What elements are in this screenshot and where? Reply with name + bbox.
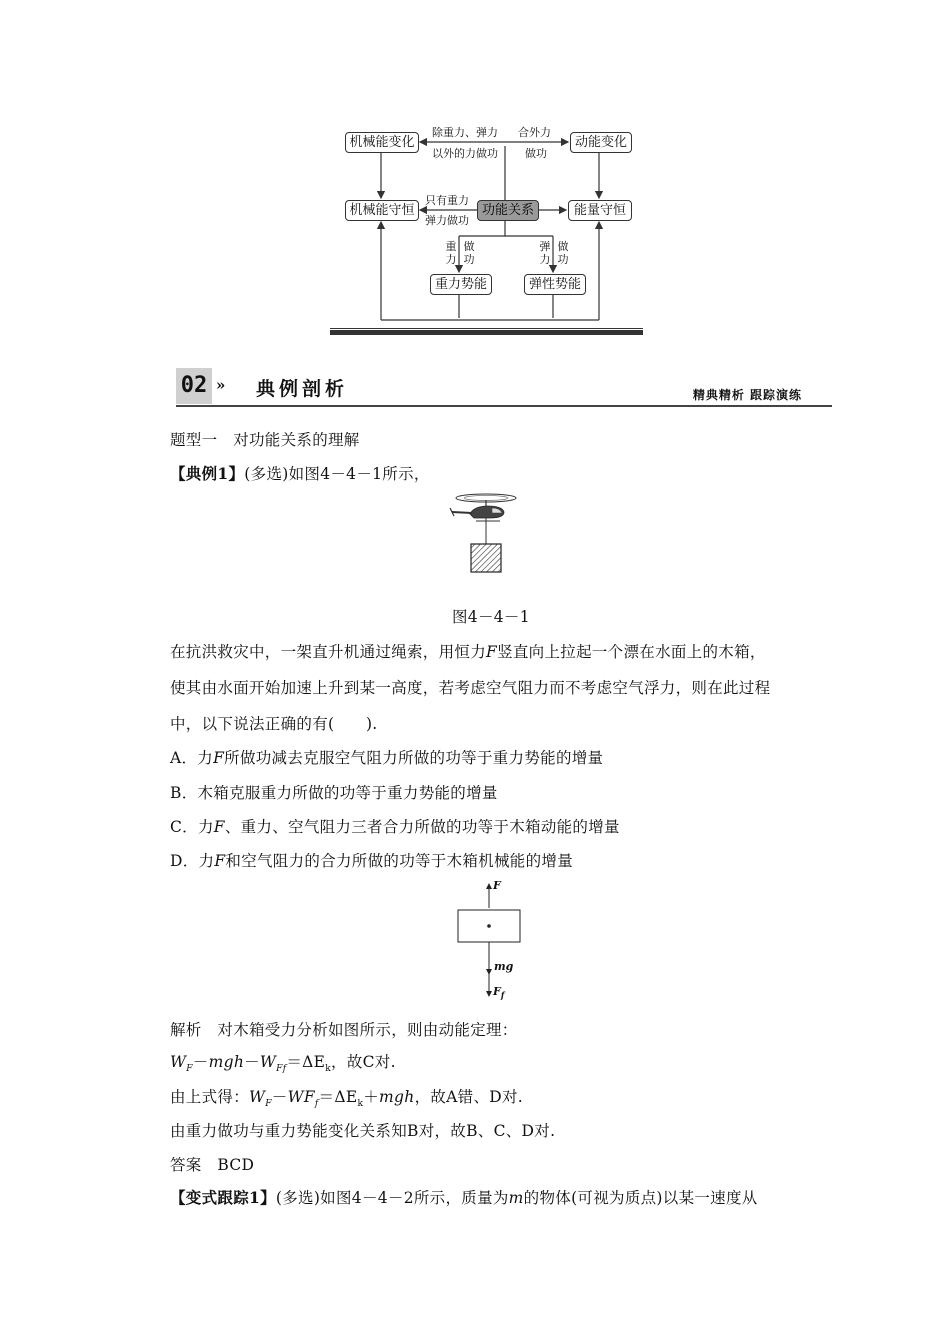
question-line-1: 在抗洪救灾中，一架直升机通过绳索，用恒力F竖直向上拉起一个漂在水面上的木箱， — [170, 643, 766, 661]
option-b: B．木箱克服重力所做的功等于重力势能的增量 — [170, 784, 498, 802]
label-except-gravity-line1: 除重力、弹力 — [432, 126, 498, 139]
energy-conservation-box: 能量守恒 — [568, 200, 632, 221]
force-label-Ff: $F_f$ — [493, 985, 505, 1001]
label-net-force-line2: 做功 — [525, 147, 547, 160]
analysis-line-2: $W_F-mgh-W_{Ff}=\Delta E_k$，故C对. — [170, 1053, 396, 1075]
kinetic-energy-change-box: 动能变化 — [570, 132, 632, 153]
variant-question: 【变式跟踪1】(多选)如图4－4－2所示，质量为m的物体(可视为质点)以某一速度从 — [170, 1188, 758, 1207]
free-body-diagram — [450, 878, 530, 1003]
label-do-work-vertical-1: 做 功 — [463, 240, 475, 266]
helicopter-figure — [440, 488, 530, 578]
label-only-gravity-line2: 弹力做功 — [425, 214, 469, 227]
option-d: D．力F和空气阻力的合力所做的功等于木箱机械能的增量 — [170, 852, 573, 870]
section-subtitle: 精典精析 跟踪演练 — [692, 388, 802, 402]
option-a: A．力F所做功减去克服空气阻力所做的功等于重力势能的增量 — [170, 749, 604, 767]
question-line-2: 使其由水面开始加速上升到某一高度，若考虑空气阻力而不考虑空气浮力，则在此过程 — [170, 679, 771, 697]
label-do-work-vertical-2: 做 功 — [557, 240, 569, 266]
elastic-pe-box: 弹性势能 — [524, 274, 586, 295]
section-arrow: » — [216, 376, 226, 394]
label-only-gravity-line1: 只有重力 — [425, 194, 469, 207]
label-net-force-line1: 合外力 — [518, 126, 551, 139]
answer: 答案 BCD — [170, 1156, 255, 1174]
analysis-line-4: 由重力做功与重力势能变化关系知B对，故B、C、D对. — [170, 1122, 556, 1140]
topic-heading: 题型一 对功能关系的理解 — [170, 431, 360, 449]
force-label-mg: mg — [494, 960, 514, 973]
mechanical-energy-change-box: 机械能变化 — [345, 132, 419, 153]
section-divider — [176, 405, 832, 407]
label-gravity-vertical: 重 力 — [445, 240, 457, 266]
analysis-line-1: 解析 对木箱受力分析如图所示，则由动能定理： — [170, 1021, 518, 1039]
analysis-line-3: 由上式得：$W_F-WF_f=\Delta E_k+mgh$，故A错、D对. — [170, 1088, 524, 1110]
question-line-3: 中，以下说法正确的有( ). — [170, 715, 378, 733]
gravitational-pe-box: 重力势能 — [430, 274, 492, 295]
energy-relation-box: 功能关系 — [477, 200, 539, 221]
label-except-gravity-line2: 以外的力做功 — [432, 147, 498, 160]
figure-caption: 图4－4－1 — [452, 608, 530, 626]
label-elastic-vertical: 弹 力 — [539, 240, 551, 266]
section-title: 典例剖析 — [256, 378, 349, 400]
force-label-F: F — [493, 879, 501, 892]
mechanical-energy-conservation-box: 机械能守恒 — [345, 200, 419, 221]
option-c: C．力F、重力、空气阻力三者合力所做的功等于木箱动能的增量 — [170, 818, 620, 836]
example-heading: 【典例1】(多选)如图4－4－1所示， — [170, 464, 430, 483]
section-header — [176, 368, 832, 408]
section-number: 02 — [176, 368, 212, 404]
